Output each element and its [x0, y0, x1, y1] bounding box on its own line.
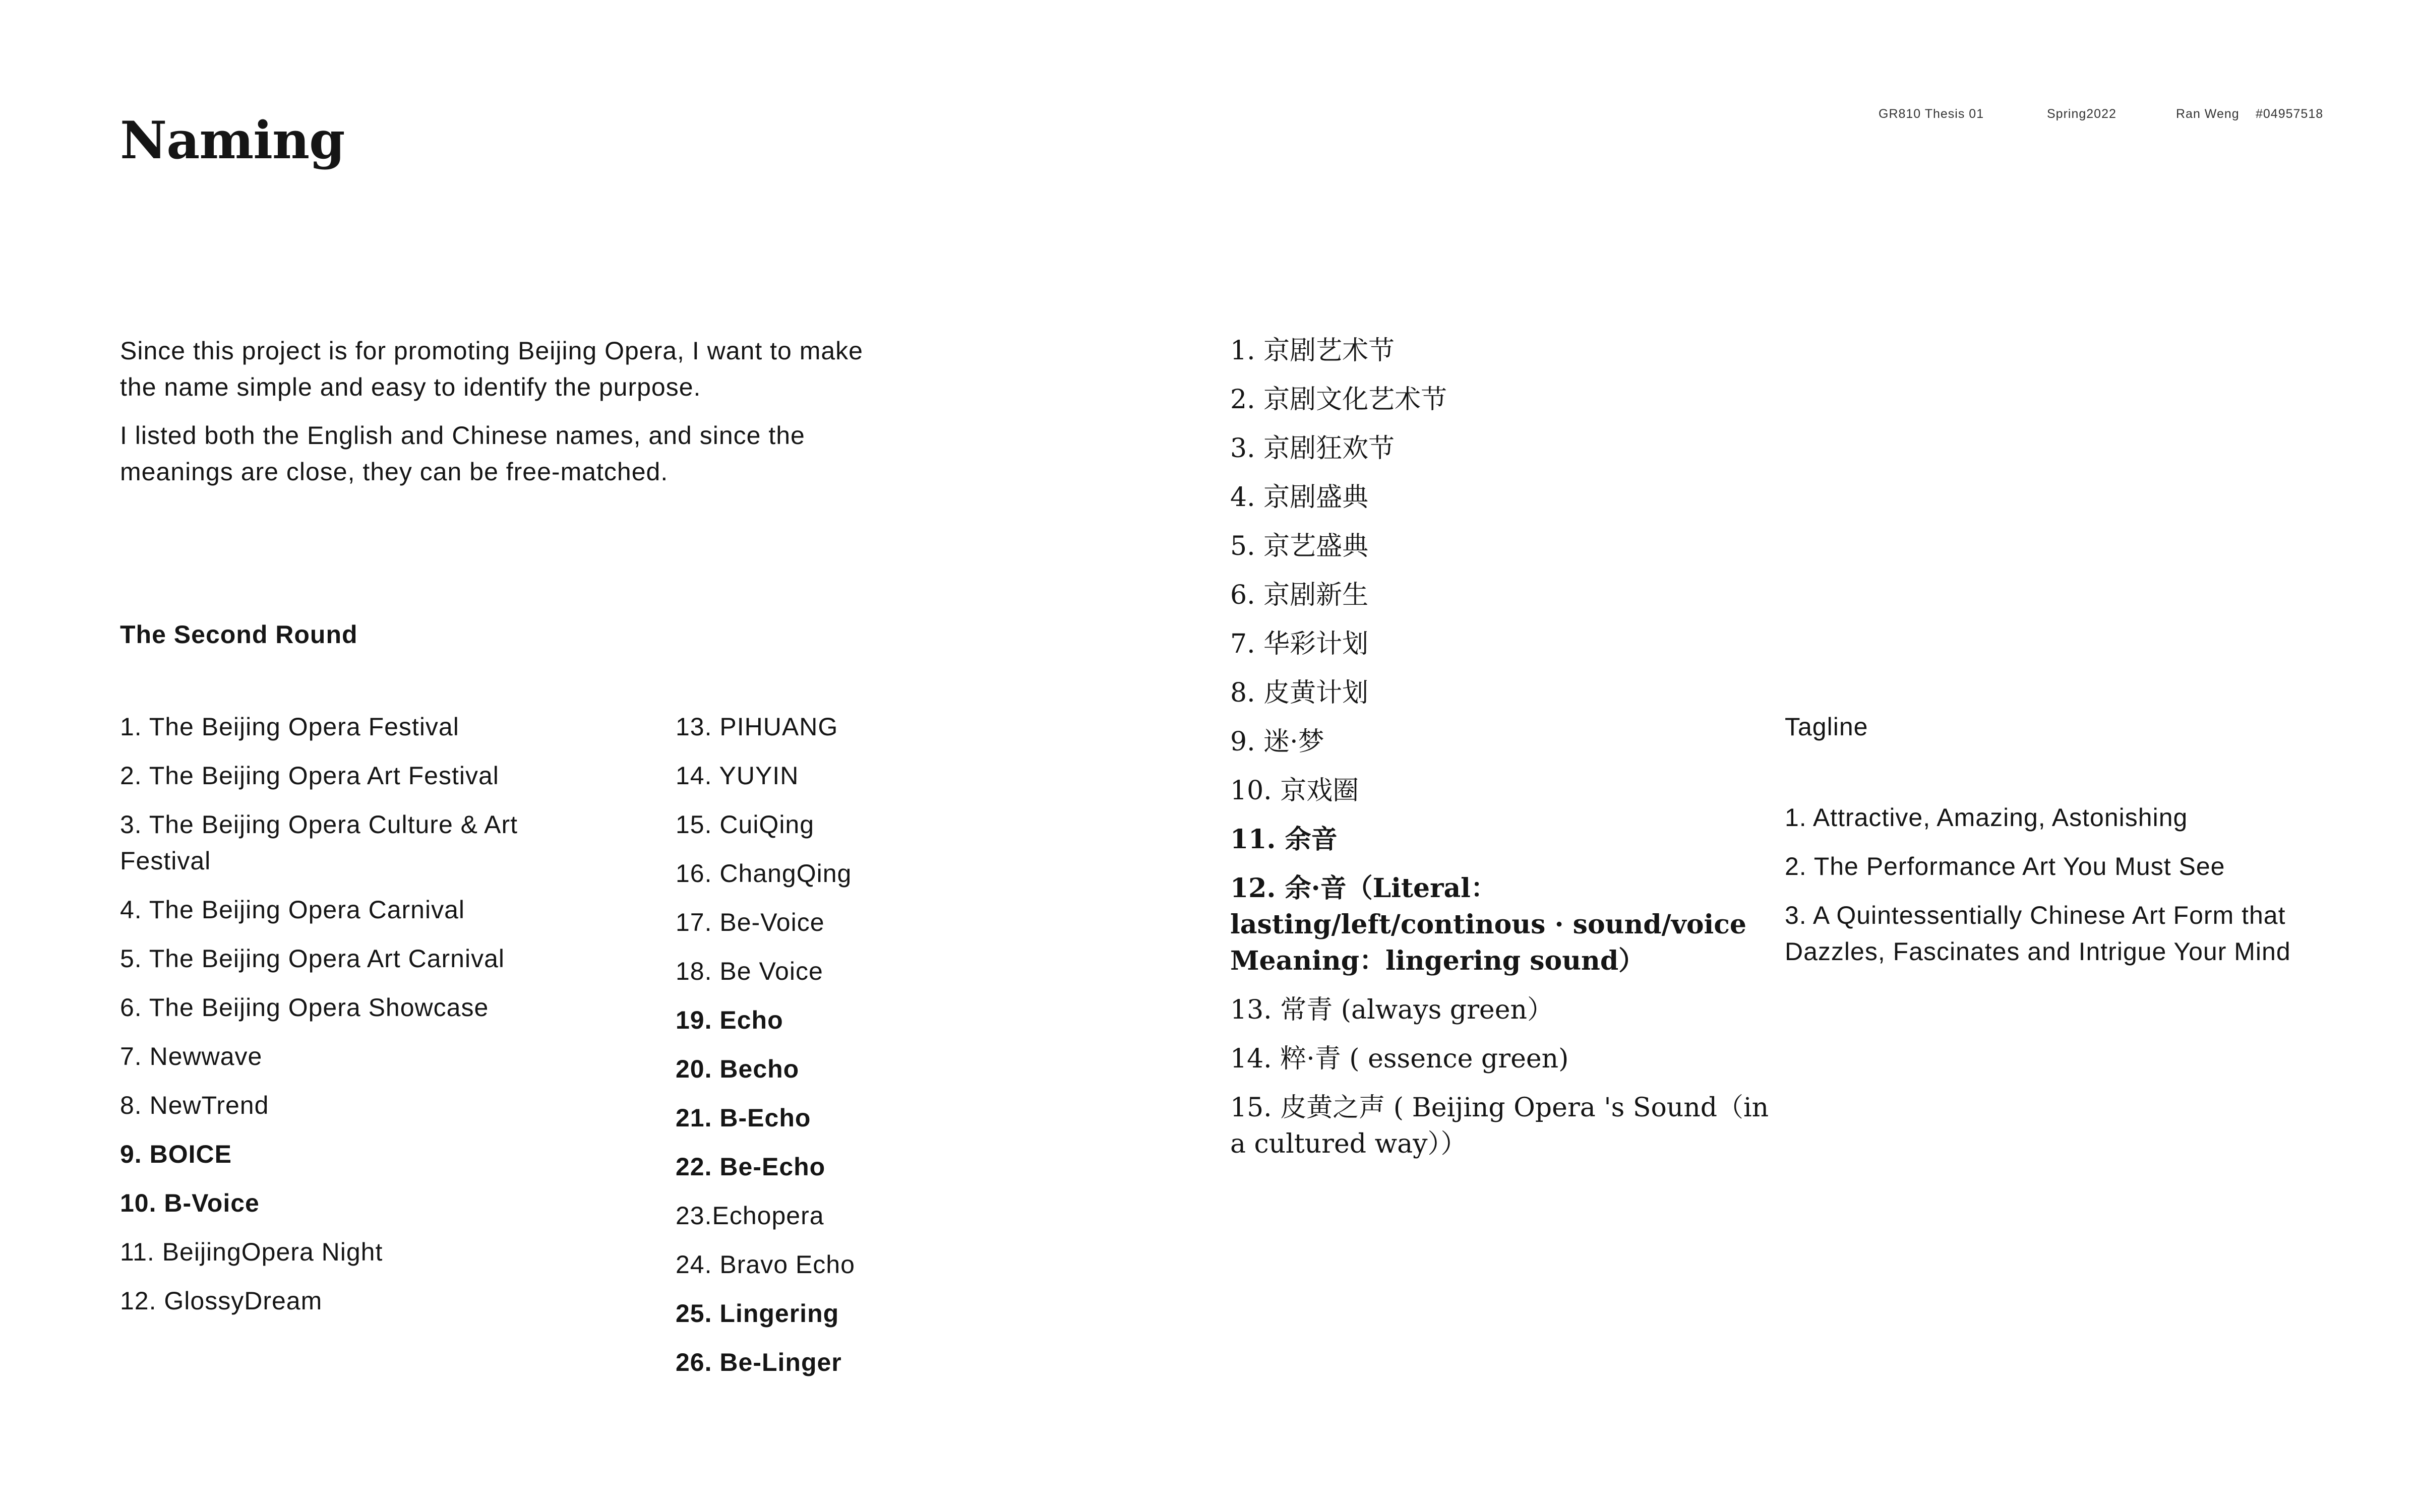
list-item: 2. The Beijing Opera Art Festival — [120, 762, 499, 790]
list-item: 2. 京剧文化艺术节 — [1230, 385, 1447, 415]
tagline-list — [1785, 799, 2349, 982]
list-item: 3. The Beijing Opera Culture & Art Festival — [120, 810, 518, 875]
list-item: 17. Be-Voice — [676, 908, 825, 936]
list-item: 10. B-Voice — [120, 1189, 260, 1217]
intro-paragraph-2: I listed both the English and Chinese names, and since the meanings are close, they can be free-matched. — [120, 421, 805, 486]
list-item: 13. 常青 (always green） — [1230, 995, 1553, 1025]
list-item: 22. Be-Echo — [676, 1153, 826, 1181]
list-item: 12. 余·音（Literal：lasting/left/continous · sound/voice Meaning：lingering sound） — [1230, 873, 1747, 976]
list-item: 12. GlossyDream — [120, 1287, 323, 1315]
list-item: 5. 京艺盛典 — [1230, 531, 1369, 561]
term: Spring2022 — [2047, 107, 2116, 121]
list-item: 9. 迷·梦 — [1230, 727, 1324, 757]
english-names-column-2 — [676, 709, 1129, 1393]
list-item: 5. The Beijing Opera Art Carnival — [120, 944, 505, 973]
list-item: 6. 京剧新生 — [1230, 580, 1369, 610]
list-item: 2. The Performance Art You Must See — [1785, 852, 2225, 880]
english-names-column-1 — [120, 709, 574, 1332]
list-item: 8. NewTrend — [120, 1091, 269, 1119]
list-item: 16. ChangQing — [676, 859, 852, 888]
list-item: 4. The Beijing Opera Carnival — [120, 896, 465, 924]
list-item: 11. 余音 — [1230, 824, 1338, 855]
list-item: 1. The Beijing Opera Festival — [120, 713, 459, 741]
list-item: 14. YUYIN — [676, 762, 799, 790]
course-code: GR810 Thesis 01 — [1879, 107, 1984, 121]
list-item: 23.Echopera — [676, 1202, 824, 1230]
list-item: 7. Newwave — [120, 1042, 263, 1070]
list-item: 10. 京戏圈 — [1230, 776, 1359, 806]
list-item: 15. 皮黄之声 ( Beijing Opera 's Sound（in a cultured way）） — [1230, 1093, 1769, 1159]
list-item: 24. Bravo Echo — [676, 1250, 855, 1279]
list-item: 20. Becho — [676, 1055, 800, 1083]
list-item: 1. Attractive, Amazing, Astonishing — [1785, 803, 2188, 832]
list-item: 8. 皮黄计划 — [1230, 678, 1369, 708]
list-item: 3. 京剧狂欢节 — [1230, 433, 1395, 464]
list-item: 6. The Beijing Opera Showcase — [120, 993, 489, 1022]
list-item: 13. PIHUANG — [676, 713, 838, 741]
section-heading: The Second Round — [120, 620, 358, 649]
intro-text — [120, 333, 906, 502]
list-item: 9. BOICE — [120, 1140, 232, 1168]
intro-paragraph-1: Since this project is for promoting Beijing Opera, I want to make the name simple and easy to identify the purpose. — [120, 337, 863, 401]
list-item: 18. Be Voice — [676, 957, 823, 985]
list-item: 25. Lingering — [676, 1299, 839, 1328]
tagline-heading: Tagline — [1785, 713, 1868, 741]
student-id: #04957518 — [2256, 107, 2324, 121]
list-item: 11. BeijingOpera Night — [120, 1238, 383, 1266]
list-item: 1. 京剧艺术节 — [1230, 336, 1395, 366]
list-item: 3. A Quintessentially Chinese Art Form that Dazzles, Fascinates and Intrigue Your Mind — [1785, 901, 2291, 966]
list-item: 15. CuiQing — [676, 810, 815, 839]
list-item: 19. Echo — [676, 1006, 783, 1034]
list-item: 14. 粹·青 ( essence green) — [1230, 1044, 1569, 1074]
list-item: 26. Be-Linger — [676, 1348, 842, 1376]
list-item: 7. 华彩计划 — [1230, 629, 1369, 659]
chinese-names-list — [1230, 333, 1775, 1175]
list-item: 21. B-Echo — [676, 1104, 811, 1132]
page-title: Naming — [120, 110, 345, 171]
author-name: Ran Weng — [2176, 107, 2240, 121]
list-item: 4. 京剧盛典 — [1230, 482, 1369, 513]
